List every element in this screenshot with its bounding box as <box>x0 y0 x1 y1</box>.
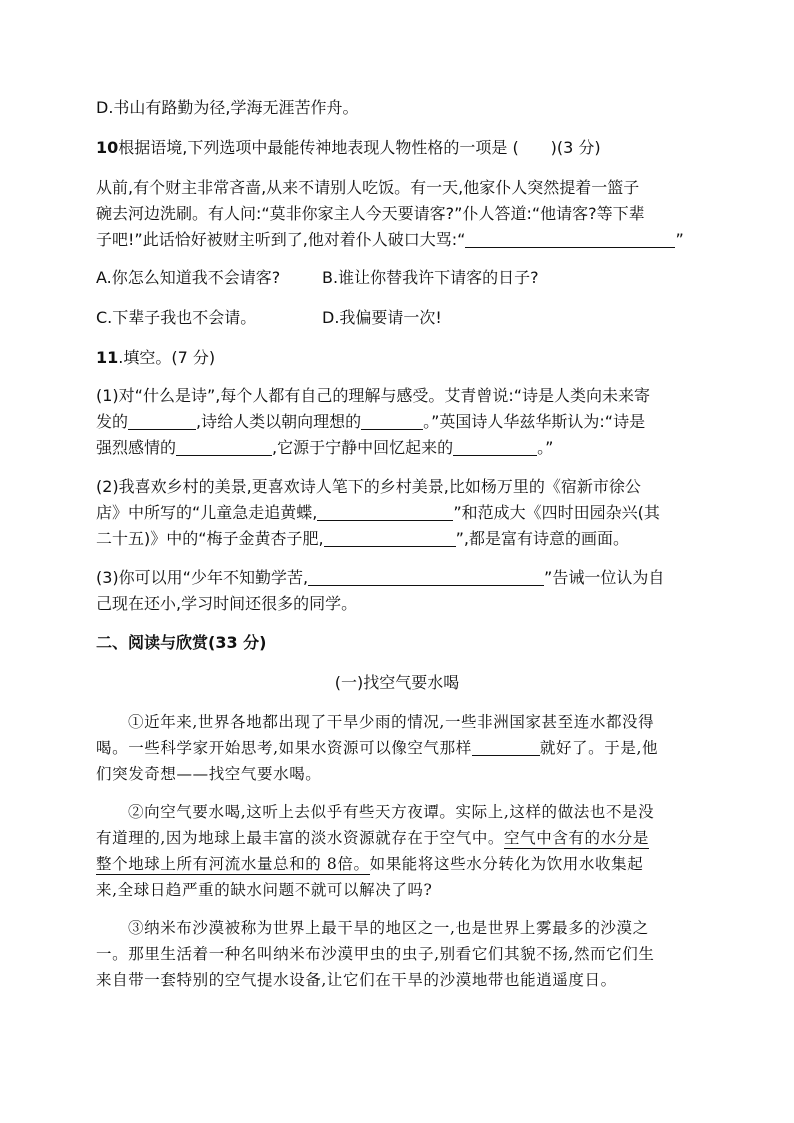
para2-line4: 来,全球日趋严重的缺水问题不就可以解决了吗? <box>96 881 433 899</box>
q10-option-c[interactable]: C.下辈子我也不会请。 <box>96 308 257 327</box>
article-title: (一)找空气要水喝 <box>334 673 460 692</box>
q11-blank-4[interactable] <box>453 439 537 456</box>
q10-option-b[interactable]: B.谁让你替我许下请客的日子? <box>322 268 539 287</box>
q11-p1-text: 强烈感情的 <box>96 438 177 457</box>
q11-p2-text: 二十五)》中的“梅子金黄杏子肥, <box>96 529 324 548</box>
para1-text: 就好了。于是,他 <box>539 739 659 757</box>
q11-p2-line1: (2)我喜欢乡村的美景,更喜欢诗人笔下的乡村美景,比如杨万里的《宿新市徐公 <box>96 477 641 496</box>
q10-options-row2 <box>96 308 442 328</box>
q10-passage-line1: 从前,有个财主非常吝啬,从来不请别人吃饭。有一天,他家仆人突然提着一篮子 <box>96 178 640 197</box>
q11-number: 11 <box>96 348 119 367</box>
q11-p2-text: ”和范成大《四时田园杂兴(其 <box>453 503 660 522</box>
q11-p3-line2: 己现在还小,学习时间还很多的同学。 <box>96 594 358 613</box>
q9-option-d: D.书山有路勤为径,学海无涯苦作舟。 <box>96 98 359 117</box>
q11-blank-2[interactable] <box>361 413 423 430</box>
q11-p1-line2 <box>96 412 645 432</box>
para2-line3 <box>96 854 643 874</box>
q11-stem: .填空。(7 分) <box>118 348 216 367</box>
q10-passage-line3 <box>96 230 684 250</box>
q10-stem: 根据语境,下列选项中最能传神地表现人物性格的一项是 ( )(3 分) <box>118 138 601 157</box>
para2-text: 如果能将这些水分转化为饮用水收集起 <box>369 855 644 873</box>
q11-p2-text: ”,都是富有诗意的画面。 <box>455 529 630 548</box>
para2-text: 有道理的,因为地球上最丰富的淡水资源就存在于空气中。 <box>96 829 505 847</box>
q11-p1-text: 。”英国诗人华兹华斯认为:“诗是 <box>423 412 646 431</box>
q11-p3-line1 <box>96 568 664 588</box>
q11-blank-1[interactable] <box>128 413 196 430</box>
q11-p1-text: ,它源于宁静中回忆起来的 <box>272 438 454 457</box>
q11-p1-text: 。” <box>537 438 554 457</box>
q11-p2-text: 店》中所写的“儿童急走追黄蝶, <box>96 503 318 522</box>
q11-stem-line <box>96 348 215 368</box>
para1-line1: ①近年来,世界各地都出现了干旱少雨的情况,一些非洲国家甚至连水都没得 <box>128 713 655 731</box>
q10-answer-blank[interactable] <box>465 231 675 248</box>
q10-stem-line <box>96 138 601 158</box>
para2-underlined-sentence: 空气中含有的水分是 <box>504 829 649 847</box>
q11-p1-line3 <box>96 438 553 458</box>
para2-line2 <box>96 828 649 848</box>
q10-options-row1 <box>96 268 539 288</box>
para1-line3: 们突发奇想——找空气要水喝。 <box>96 765 322 783</box>
para2-underlined-sentence: 整个地球上所有河流水量总和的 8倍。 <box>96 855 370 873</box>
q11-blank-6[interactable] <box>324 530 456 547</box>
q10-option-d[interactable]: D.我偏要请一次! <box>322 308 442 327</box>
section-heading: 二、阅读与欣赏(33 分) <box>96 633 267 652</box>
q11-p3-text: ”告诫一位认为自 <box>544 568 665 587</box>
q11-p1-line1: (1)对“什么是诗”,每个人都有自己的理解与感受。艾青曾说:“诗是人类向未来寄 <box>96 386 651 405</box>
q11-p1-text: ,诗给人类以朝向理想的 <box>196 412 362 431</box>
q10-passage-text: 子吧!”此话恰好被财主听到了,他对着仆人破口大骂:“ <box>96 230 466 249</box>
q11-blank-7[interactable] <box>308 569 544 586</box>
q11-p2-line3 <box>96 529 629 549</box>
q11-p3-text: (3)你可以用“少年不知勤学苦, <box>96 568 309 587</box>
q10-passage-line2: 碗去河边洗刷。有人问:“莫非你家主人今天要请客?”仆人答道:“他请客?等下辈 <box>96 204 645 223</box>
q10-closing-quote: ” <box>675 230 684 249</box>
q10-option-a[interactable]: A.你怎么知道我不会请客? <box>96 268 281 287</box>
q11-blank-3[interactable] <box>176 439 272 456</box>
q11-blank-5[interactable] <box>317 504 453 521</box>
para2-line1: ②向空气要水喝,这听上去似乎有些天方夜谭。实际上,这样的做法也不是没 <box>128 803 655 821</box>
para1-line2 <box>96 738 658 758</box>
q11-p2-line2 <box>96 503 660 523</box>
para3-line3: 来自带一套特别的空气提水设备,让它们在干旱的沙漠地带也能逍遥度日。 <box>96 971 617 989</box>
q10-number: 10 <box>96 138 119 157</box>
para1-blank[interactable] <box>472 739 540 756</box>
para3-line2: 一。那里生活着一种名叫纳米布沙漠甲虫的虫子,别看它们其貌不扬,然而它们生 <box>96 945 655 963</box>
para3-line1: ③纳米布沙漠被称为世界上最干旱的地区之一,也是世界上雾最多的沙漠之 <box>128 919 649 937</box>
para1-text: 喝。一些科学家开始思考,如果水资源可以像空气那样 <box>96 739 472 757</box>
q11-p1-text: 发的 <box>96 412 129 431</box>
